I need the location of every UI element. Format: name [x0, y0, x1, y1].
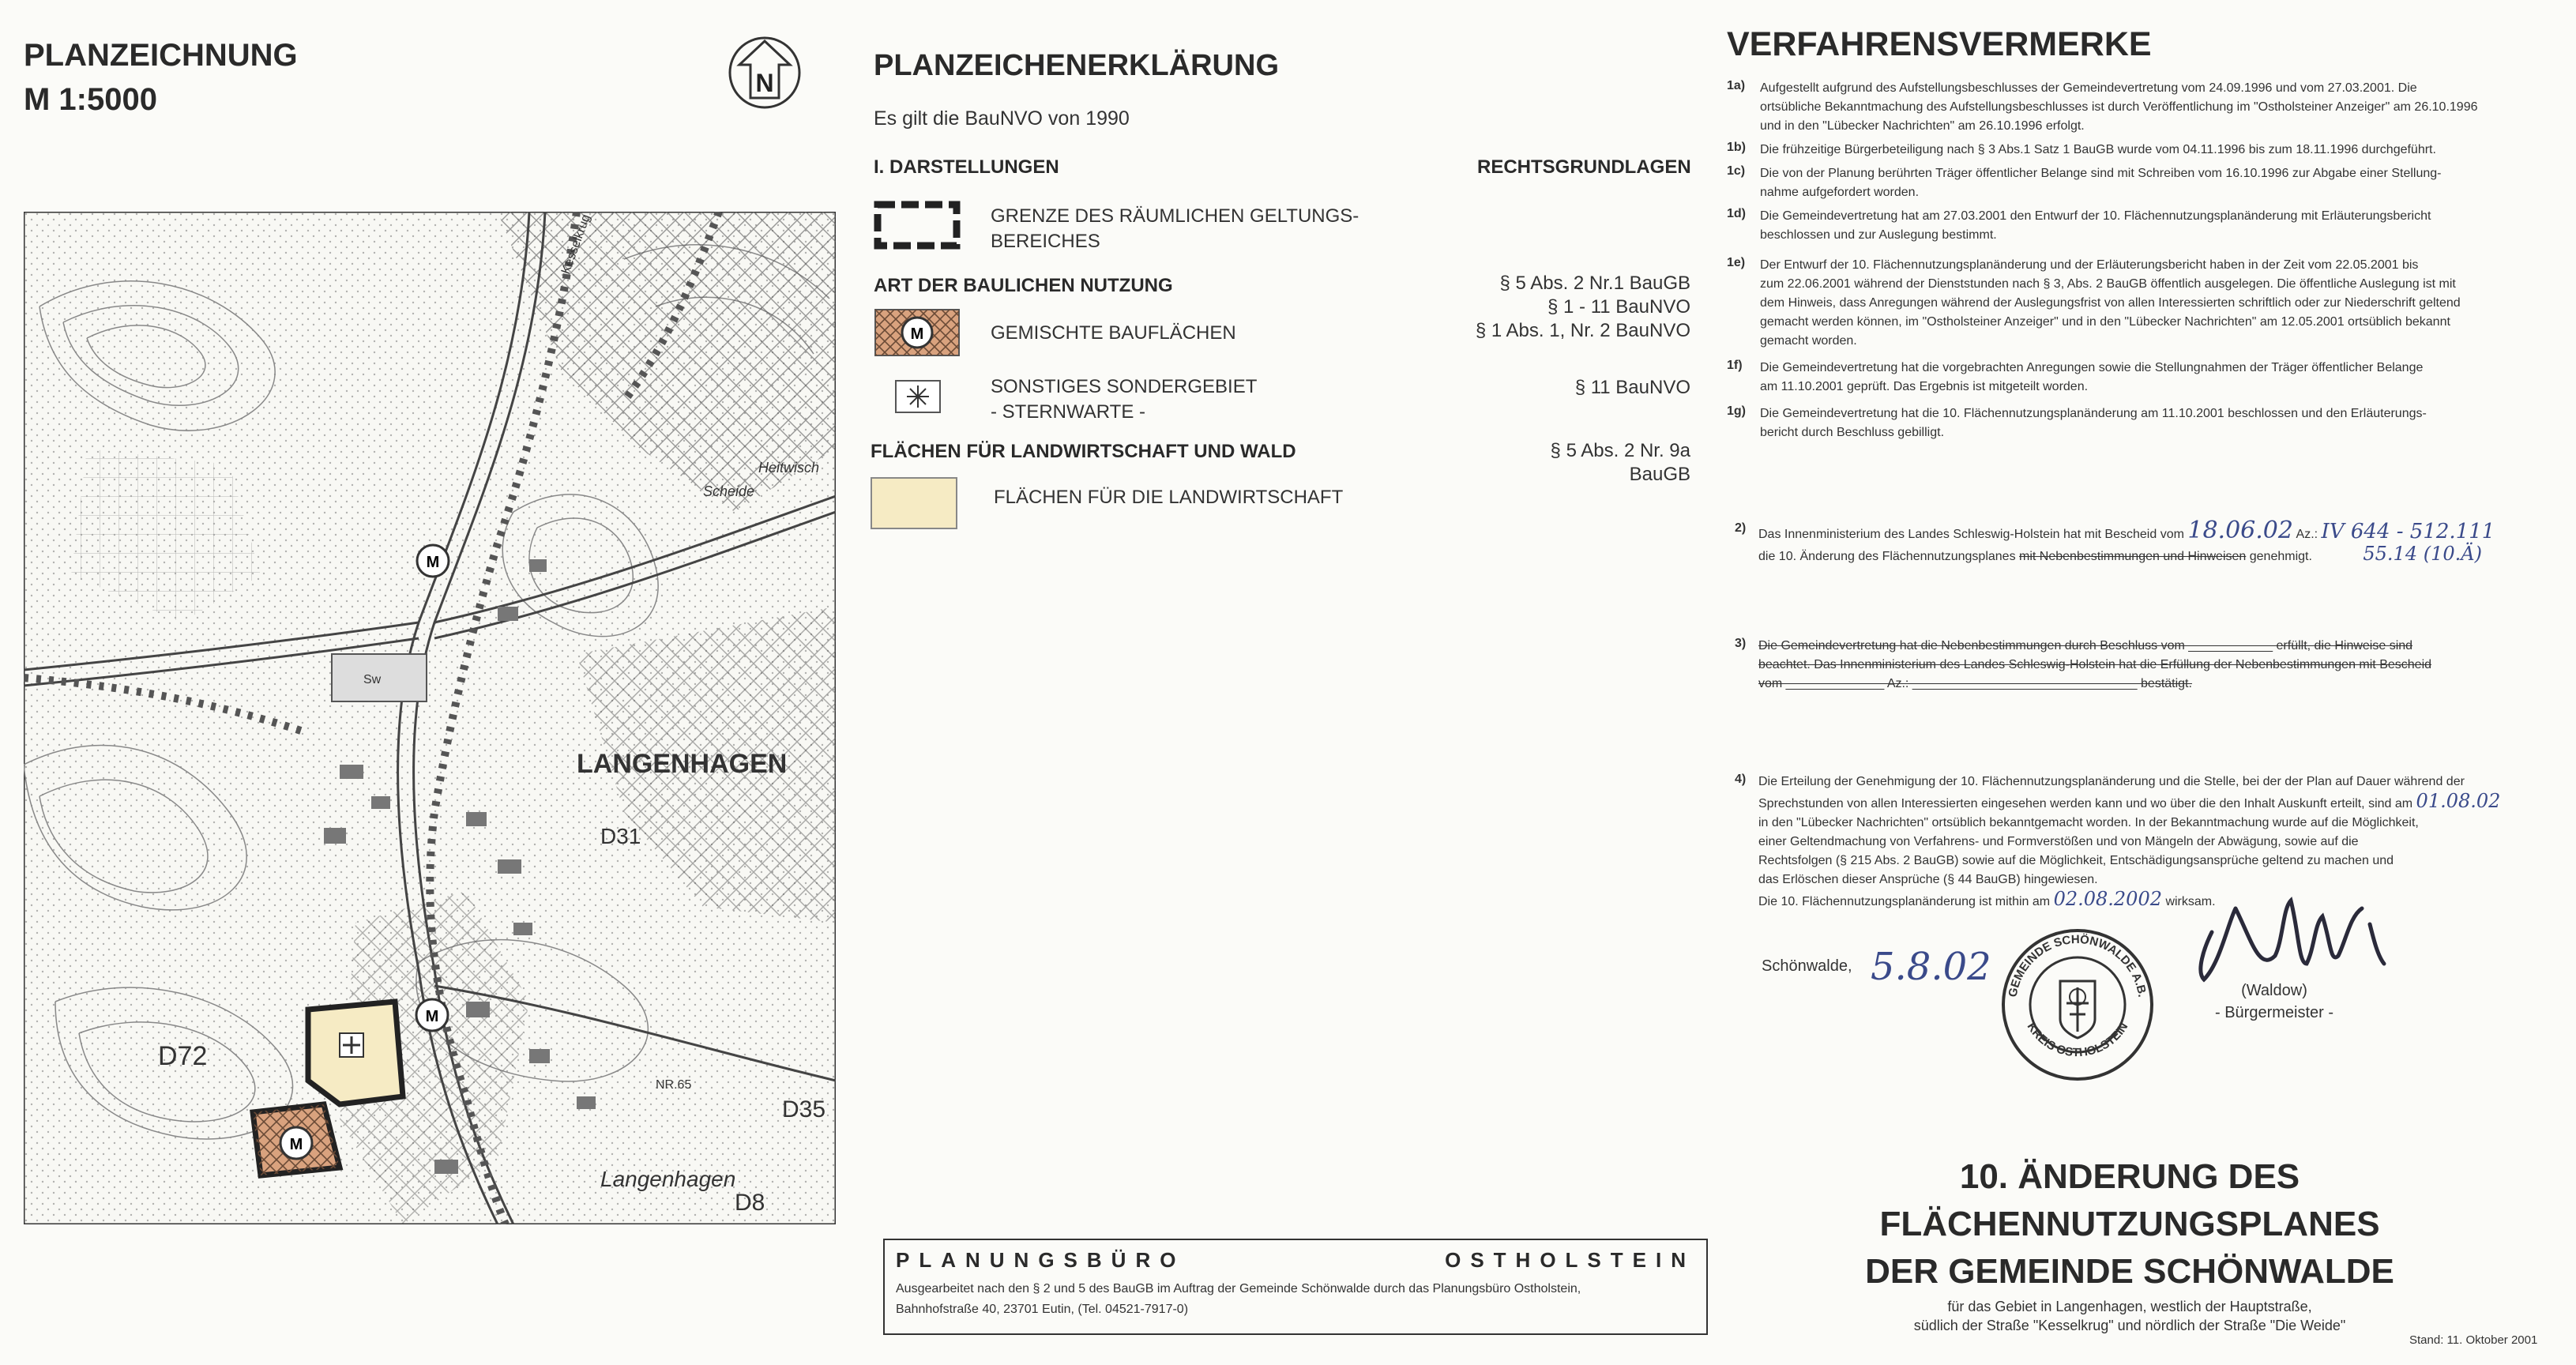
- title-subtitle: [1806, 1297, 2454, 1335]
- verfahren-line: und in den "Lübecker Nachrichten" am 26.10.1996 erfolgt.: [1760, 119, 2085, 133]
- observatory-symbol-icon: [340, 1033, 363, 1057]
- verfahren-item-id: 4): [1735, 773, 1747, 786]
- verfahren-item-id: 1c): [1727, 164, 1746, 178]
- verfahren-line: nahme aufgefordert worden.: [1760, 186, 1920, 199]
- legend-special-line1: SONSTIGES SONDERGEBIET: [991, 376, 1258, 397]
- title-stand: Stand: 11. Oktober 2001: [2409, 1333, 2538, 1347]
- mixed-area-swatch-icon: [874, 308, 961, 357]
- legend-item-special: [991, 374, 1257, 425]
- planungsbuero-line2: Bahnhofstraße 40, 23701 Eutin, (Tel. 04521-7917-0): [896, 1303, 1189, 1316]
- verfahren-item-1c: [1727, 164, 2556, 202]
- verfahren-item2-line1: Das Innenministerium des Landes Schleswig-Holstein hat mit Bescheid vom: [1758, 528, 2184, 541]
- legend-boundary-line2: BEREICHES: [991, 231, 1100, 252]
- verfahren-item-text: [1760, 164, 2441, 202]
- verfahren-item2-az: Az.:: [2296, 528, 2318, 541]
- handwritten-effective-date: 02.08.2002: [2053, 888, 2162, 910]
- verfahren-line: Die Gemeindevertretung hat die vorgebrachten Anregungen sowie die Stellungnahmen der Träger öffentlicher Belange: [1760, 361, 2424, 374]
- verfahren-item-1b: [1727, 141, 2556, 160]
- verfahren-item-id: 1b): [1727, 141, 1746, 154]
- legend-item-boundary: [991, 204, 1359, 254]
- verfahren-line: beachtet. Das Innenministerium des Landes Schleswig-Holstein hat die Erfüllung der Nebenbestimmungen mit Bescheid: [1758, 658, 2432, 671]
- handwritten-publication-date: 01.08.02: [2416, 790, 2501, 812]
- north-arrow-icon: [727, 35, 803, 111]
- verfahren-item-id: 1e): [1727, 256, 1746, 269]
- verfahren-item-1d: [1727, 207, 2556, 245]
- legend-section-art: ART DER BAULICHEN NUTZUNG: [874, 275, 1173, 296]
- verfahren-line: dem Hinweis, dass Anregungen während der Auslegungsfrist von allen Interessierten schriftlich oder zur Niederschrift geltend: [1760, 296, 2461, 310]
- verfahren-item-4: [1735, 773, 2564, 912]
- observatory-legend-icon: [894, 379, 942, 414]
- seal-text-bottom: KREIS OSTHOLSTEIN: [2024, 1020, 2131, 1060]
- verfahren-line: Aufgestellt aufgrund des Aufstellungsbeschlusses der Gemeindevertretung vom 24.09.1996 und vom 27.03.2001. Die: [1760, 81, 2417, 95]
- verfahren-item-text: [1760, 404, 2427, 442]
- legend-item-agri: FLÄCHEN FÜR DIE LANDWIRTSCHAFT: [994, 487, 1344, 508]
- verfahren-item-2: [1735, 517, 2564, 566]
- map-canvas: [24, 212, 836, 1224]
- map-label-d72: D72: [158, 1041, 208, 1071]
- map-title-line1: PLANZEICHNUNG: [24, 38, 298, 73]
- verfahren-title: VERFAHRENSVERMERKE: [1727, 25, 2152, 63]
- verfahren-item-text: [1758, 637, 2431, 694]
- verfahren-line: Die frühzeitige Bürgerbeteiligung nach § 3 Abs.1 Satz 1 BauGB wurde vom 04.11.1996 bis zum 18.11.1996 durchgeführt.: [1760, 143, 2436, 156]
- verfahren-item2-strike: mit Nebenbestimmungen und Hinweisen: [2019, 550, 2247, 563]
- map-label-kesselkrug: Kesselkrug: [558, 212, 593, 276]
- verfahren-item-id: 3): [1735, 637, 1747, 650]
- title-line1: 10. ÄNDERUNG DES: [1959, 1157, 2300, 1196]
- legend-section-agri: FLÄCHEN FÜR LANDWIRTSCHAFT UND WALD: [871, 441, 1296, 462]
- verfahren-item-text: [1760, 359, 2423, 397]
- verfahren-item-text: [1758, 517, 2495, 566]
- legend-special-line2: - STERNWARTE -: [991, 401, 1145, 423]
- legend-m-symbol: M: [910, 325, 924, 343]
- verfahren-item2-line2a: die 10. Änderung des Flächennutzungsplanes: [1758, 550, 2016, 563]
- map-label-d31: D31: [600, 824, 641, 848]
- verfahren-line: Die Gemeindevertretung hat die 10. Flächennutzungsplanänderung am 11.10.2001 beschlossen und den Erläuterungs-: [1760, 407, 2427, 420]
- verfahren-item-id: 1a): [1727, 79, 1746, 92]
- north-label: N: [755, 69, 774, 97]
- map-label-sw: Sw: [363, 673, 382, 686]
- verfahren-wirksam: wirksam.: [2165, 895, 2216, 908]
- map-label-d35: D35: [782, 1096, 826, 1122]
- handwritten-approval-date: 18.06.02: [2187, 517, 2293, 544]
- map-label-langenhagen: LANGENHAGEN: [577, 749, 788, 779]
- handwritten-az-number-2: 55.14 (10.Ä): [2363, 543, 2482, 565]
- map-title: [24, 33, 298, 122]
- verfahren-item-text: [1760, 79, 2478, 136]
- legend-item-mixed: GEMISCHTE BAUFLÄCHEN: [991, 322, 1236, 344]
- verfahren-item-1e: [1727, 256, 2556, 351]
- mayor-block: [2207, 980, 2341, 1024]
- seal-text-top: GEMEINDE SCHÖNWALDE A.B.: [2006, 932, 2149, 998]
- verfahren-line: gemacht werden können, im "Ostholsteiner Anzeiger" und in den "Lübecker Nachrichten" am 12.05.2001 ortsüblich bekannt: [1760, 315, 2450, 329]
- verfahren-item-1f: [1727, 359, 2556, 397]
- planungsbuero-box: [883, 1239, 1708, 1335]
- legend-section-darstellungen: I. DARSTELLUNGEN: [874, 156, 1059, 178]
- verfahren-item-id: 2): [1735, 521, 1747, 535]
- legend-special-legal: § 11 BauNVO: [1574, 377, 1690, 398]
- verfahren-line: Die Gemeindevertretung hat die Nebenbestimmungen durch Beschluss vom ____________ erfüllt, die Hinweise sind: [1758, 639, 2413, 652]
- legend-art-legal-2: § 1 - 11 BauNVO: [1547, 296, 1690, 318]
- verfahren-line: in den "Lübecker Nachrichten" ortsüblich bekanntgemacht worden. In der Bekanntmachung wurde auf die Möglichkeit,: [1758, 816, 2419, 829]
- verfahren-item-id: 1d): [1727, 207, 1746, 220]
- verfahren-line: Die 10. Flächennutzungsplanänderung ist mithin am: [1758, 895, 2051, 908]
- title-sub2: südlich der Straße "Kesselkrug" und nördlich der Straße "Die Weide": [1913, 1318, 2346, 1333]
- verfahren-items: [1727, 79, 2556, 442]
- map-label-langenhagen-italic: Langenhagen: [600, 1167, 736, 1191]
- verfahren-item-1a: [1727, 79, 2556, 136]
- verfahren-item2-line2b: genehmigt.: [2249, 550, 2312, 563]
- handwritten-signature: [2180, 877, 2417, 987]
- verfahren-line: Rechtsfolgen (§ 215 Abs. 2 BauGB) sowie auf die Möglichkeit, Entschädigungsansprüche geltend zu machen und: [1758, 854, 2394, 867]
- map-m-label: M: [426, 554, 440, 571]
- map-scale: M 1:5000: [24, 82, 157, 117]
- verfahren-line: gemacht worden.: [1760, 334, 1857, 348]
- verfahren-item-text: [1760, 141, 2436, 160]
- map-label-scheide: Scheide: [703, 483, 755, 499]
- title-line2: FLÄCHENNUTZUNGSPLANES: [1879, 1205, 2380, 1243]
- verfahren-line: beschlossen und zur Auslegung bestimmt.: [1760, 228, 1997, 242]
- legend-section-rechtsgrundlagen: RECHTSGRUNDLAGEN: [1477, 156, 1691, 178]
- handwritten-signature-date: 5.8.02: [1871, 945, 1991, 989]
- map-m-label: M: [425, 1008, 439, 1025]
- verfahren-line: vom ______________ Az.: ________________________________ bestätigt.: [1758, 677, 2192, 690]
- verfahren-item-1g: [1727, 404, 2556, 442]
- verfahren-item-text: [1760, 207, 2431, 245]
- verfahren-line: ortsübliche Bekanntmachung des Aufstellungsbeschlusses ist durch Veröffentlichung im "Ostholsteiner Anzeiger" am 26.10.1996: [1760, 100, 2478, 114]
- verfahren-item-id: 1g): [1727, 404, 1746, 418]
- map-m-label: M: [289, 1136, 303, 1153]
- legend-agri-legal-2: BauGB: [1629, 464, 1690, 485]
- legend-boundary-line1: GRENZE DES RÄUMLICHEN GELTUNGS-: [991, 205, 1359, 227]
- mayor-title: - Bürgermeister -: [2214, 1004, 2334, 1021]
- verfahren-line: Der Entwurf der 10. Flächennutzungsplanänderung und der Erläuterungsbericht haben in der Zeit vom 22.05.2001 bis: [1760, 258, 2419, 272]
- signature-place: Schönwalde,: [1762, 957, 1852, 975]
- legend-agri-legal: [1406, 439, 1690, 487]
- handwritten-az-number: IV 644 - 512.111: [2321, 520, 2495, 543]
- verfahren-line: Die Gemeindevertretung hat am 27.03.2001 den Entwurf der 10. Flächennutzungsplanänderung mit Erläuterungsbericht: [1760, 209, 2431, 223]
- verfahren-line: Sprechstunden von allen Interessierten eingesehen werden kann und wo über die den Inhalt Auskunft erteilt, sind am: [1758, 797, 2413, 810]
- legend-mixed-legal: § 1 Abs. 1, Nr. 2 BauNVO: [1475, 320, 1690, 341]
- verfahren-item-3: [1735, 637, 2564, 694]
- map-label-heitwisch: Heitwisch: [758, 460, 820, 476]
- verfahren-line: das Erlöschen dieser Ansprüche (§ 44 BauGB) hingewiesen.: [1758, 873, 2098, 886]
- title-block: [1806, 1153, 2454, 1295]
- map-label-nr65: NR.65: [656, 1078, 692, 1092]
- verfahren-line: einer Geltendmachung von Verfahrens- und Formverstößen und von Mängeln der Abwägung, sowie auf die: [1758, 835, 2359, 848]
- title-sub1: für das Gebiet in Langenhagen, westlich der Hauptstraße,: [1947, 1299, 2312, 1314]
- legend-subtitle: Es gilt die BauNVO von 1990: [874, 107, 1130, 130]
- verfahren-line: bericht durch Beschluss gebilligt.: [1760, 426, 1945, 439]
- verfahren-line: Die Erteilung der Genehmigung der 10. Flächennutzungsplanänderung und die Stelle, bei der der Plan auf Dauer während der: [1758, 775, 2465, 788]
- planungsbuero-line1: Ausgearbeitet nach den § 2 und 5 des BauGB im Auftrag der Gemeinde Schönwalde durch das Planungsbüro Ostholstein,: [896, 1282, 1581, 1295]
- verfahren-line: am 11.10.2001 geprüft. Das Ergebnis ist mitgeteilt worden.: [1760, 380, 2089, 393]
- verfahren-item-id: 1f): [1727, 359, 1743, 372]
- boundary-symbol-icon: [874, 201, 961, 250]
- legend-art-legal-1: § 5 Abs. 2 Nr.1 BauGB: [1499, 273, 1690, 294]
- agri-area-swatch-icon: [871, 477, 957, 529]
- map-label-d8: D8: [735, 1190, 765, 1216]
- planungsbuero-heading-right: OSTHOLSTEIN: [1445, 1248, 1695, 1272]
- title-line3: DER GEMEINDE SCHÖNWALDE: [1865, 1252, 2394, 1291]
- mayor-name: (Waldow): [2241, 982, 2307, 999]
- verfahren-line: zum 22.06.2001 während der Dienststunden nach § 3, Abs. 2 BauGB öffentlich ausgelegen. Die öffentliche Auslegung ist mit: [1760, 277, 2456, 291]
- municipal-seal-icon: [1999, 926, 2157, 1084]
- planungsbuero-heading-left: PLANUNGSBÜRO: [896, 1248, 1186, 1272]
- legend-title: PLANZEICHENERKLÄRUNG: [874, 49, 1279, 82]
- legend-agri-legal-1: § 5 Abs. 2 Nr. 9a: [1550, 440, 1690, 461]
- legend-art-legal: [1406, 272, 1690, 343]
- verfahren-item-text: [1760, 256, 2461, 351]
- verfahren-line: Die von der Planung berührten Träger öffentlicher Belange sind mit Schreiben vom 16.10.1996 zur Abgabe einer Stellung-: [1760, 167, 2442, 180]
